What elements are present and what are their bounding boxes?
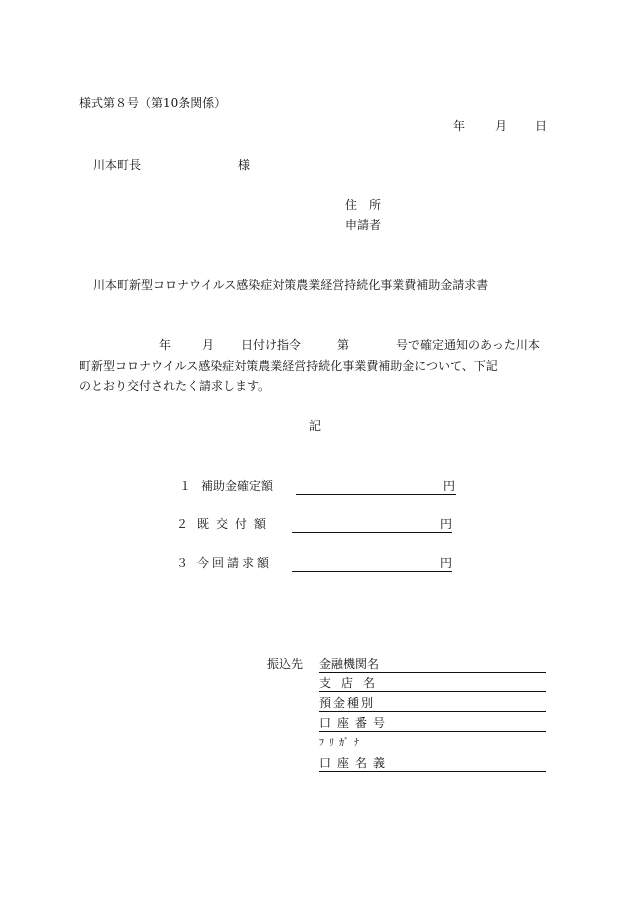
body-rest: 号で確定通知のあった川本 [396, 338, 540, 352]
amount-field[interactable] [292, 555, 452, 572]
form-number: 様式第８号（第10条関係） [79, 96, 227, 110]
item-unit: 円 [440, 517, 453, 531]
bank-field-label: 金融機関名 [319, 657, 380, 671]
addressee-honorific: 様 [238, 158, 251, 172]
bank-field-label: 口座番号 [319, 716, 392, 730]
bank-field-label: 預金種別 [319, 696, 376, 710]
amount-field[interactable] [296, 478, 456, 495]
body-date: 日付け指令 [241, 338, 302, 352]
bank-field-deposit-type[interactable] [319, 695, 546, 712]
item-unit: 円 [443, 479, 456, 493]
applicant-label: 申請者 [345, 218, 382, 232]
document-title: 川本町新型コロナウイルス感染症対策農業経営持続化事業費補助金請求書 [93, 278, 489, 292]
item-label: 補助金確定額 [201, 479, 274, 493]
item-number: ２ [176, 517, 189, 531]
ki-heading: 記 [309, 419, 322, 433]
item-unit: 円 [440, 556, 453, 570]
item-number: １ [179, 479, 192, 493]
bank-field-account-number[interactable] [319, 715, 546, 732]
body-dai: 第 [337, 338, 350, 352]
bank-field-institution[interactable] [319, 656, 546, 673]
bank-field-branch[interactable] [319, 675, 546, 692]
date-year-label: 年 [453, 119, 466, 133]
date-day-label: 日 [535, 119, 548, 133]
bank-heading: 振込先 [267, 657, 304, 671]
body-month: 月 [202, 338, 215, 352]
bank-field-account-name[interactable] [319, 755, 546, 772]
body-line-2: 町新型コロナウイルス感染症対策農業経営持続化事業費補助金について、下記 [79, 359, 498, 373]
addressee-name: 川本町長 [93, 158, 142, 172]
bank-field-label: 支店名 [319, 676, 386, 690]
bank-field-furigana[interactable] [319, 736, 364, 752]
body-year: 年 [159, 338, 172, 352]
date-month-label: 月 [495, 119, 508, 133]
bank-field-label: ﾌﾘｶﾞﾅ [319, 738, 364, 749]
item-label: 今回請求額 [197, 556, 273, 570]
bank-field-label: 口座名義 [319, 756, 392, 770]
item-label: 既交付額 [197, 517, 274, 531]
amount-field[interactable] [292, 516, 452, 533]
item-number: ３ [176, 556, 189, 570]
address-label: 住 所 [345, 198, 382, 212]
body-line-3: のとおり交付されたく請求します。 [79, 379, 271, 393]
